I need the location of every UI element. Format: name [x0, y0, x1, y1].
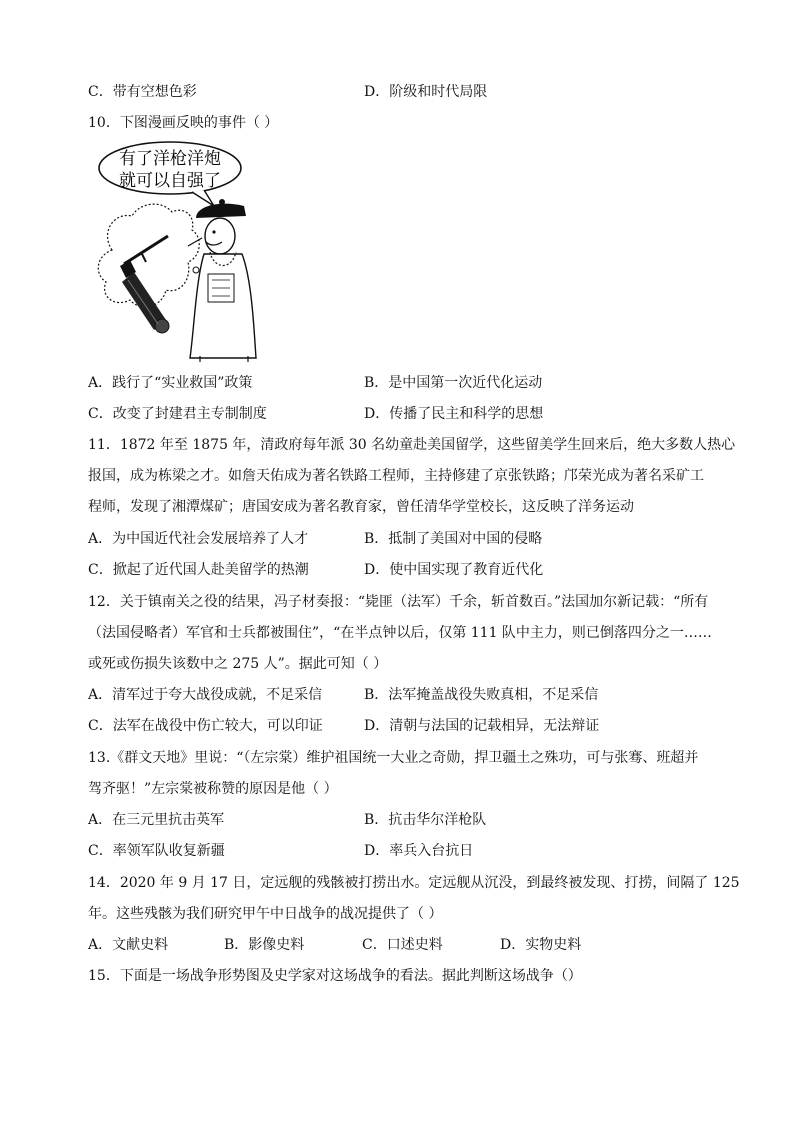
q12-stem-line-3: 或死或伤损失该数中之 275 人”。据此可知（ ） — [88, 656, 388, 672]
q15-stem: 15．下面是一场战争形势图及史学家对这场战争的看法。据此判断这场战争（） — [88, 968, 582, 984]
q12-option-a: A．清军过于夸大战役成就，不足采信 — [88, 687, 323, 703]
q10-stem: 10．下图漫画反映的事件（ ） — [88, 115, 279, 131]
q11-stem-line-2: 报国，成为栋梁之才。如詹天佑成为著名铁路工程师，主持修建了京张铁路；邝荣光成为著名采矿工 — [88, 468, 704, 484]
qing-official-figure — [188, 199, 256, 362]
q13-option-b: B．抗击华尔洋枪队 — [364, 812, 487, 828]
q11-option-c: C．掀起了近代国人赴美留学的热潮 — [88, 562, 309, 578]
q12-stem-line-2: （法国侵略者）军官和士兵都被围住”，“在半点钟以后，仅第 111 队中主力，则已倒落四分之一…… — [88, 625, 712, 641]
thought-cloud — [98, 204, 206, 307]
q11-option-a: A．为中国近代社会发展培养了人才 — [88, 531, 309, 547]
q11-option-d: D．使中国实现了教育近代化 — [364, 562, 544, 578]
q14-stem-line-1: 14．2020 年 9 月 17 日，定远舰的残骸被打捞出水。定远舰从沉没，到最终被发现、打捞，间隔了 125 — [88, 875, 740, 891]
speech-bubble — [99, 142, 241, 206]
bubble-line-1: 有了洋枪洋炮 — [119, 149, 221, 169]
q11-stem-line-3: 程师，发现了湘潭煤矿；唐国安成为著名教育家，曾任清华学堂校长，这反映了洋务运动 — [88, 499, 634, 515]
q10-option-b: B．是中国第一次近代化运动 — [364, 375, 543, 391]
q13-stem-line-1: 13.《群文天地》里说：“（左宗棠）维护祖国统一大业之奇勋，捍卫疆土之殊功，可与张骞、班超并 — [88, 750, 699, 766]
q14-option-b: B．影像史料 — [224, 937, 305, 953]
q13-option-d: D．率兵入台抗日 — [364, 843, 474, 859]
q13-option-a: A．在三元里抗击英军 — [88, 812, 225, 828]
q14-option-c: C．口述史料 — [362, 937, 443, 953]
q10-option-a: A．践行了“实业救国”政策 — [88, 375, 253, 391]
q12-stem-line-1: 12．关于镇南关之役的结果，冯子材奏报：“毙匪（法军）千余，斩首数百。”法国加尔新记载：“所有 — [88, 594, 709, 610]
q14-option-d: D．实物史料 — [500, 937, 582, 953]
bubble-line-2: 就可以自强了 — [119, 171, 221, 191]
q9-option-c: C．带有空想色彩 — [88, 84, 197, 100]
q10-option-c: C．改变了封建君主专制制度 — [88, 406, 267, 422]
q10-option-d: D．传播了民主和科学的思想 — [364, 406, 544, 422]
q11-option-b: B．抵制了美国对中国的侵略 — [364, 531, 543, 547]
q14-stem-line-2: 年。这些残骸为我们研究甲午中日战争的战况提供了（ ） — [88, 906, 443, 922]
cartoon-illustration — [92, 140, 278, 364]
q13-stem-line-2: 驾齐驱！”左宗棠被称赞的原因是他（ ） — [88, 781, 338, 797]
q14-option-a: A．文献史料 — [88, 937, 169, 953]
q12-option-d: D．清朝与法国的记载相异，无法辩证 — [364, 718, 600, 734]
q13-option-c: C．率领军队收复新疆 — [88, 843, 225, 859]
q9-option-d: D．阶级和时代局限 — [364, 84, 488, 100]
q11-stem-line-1: 11．1872 年至 1875 年，清政府每年派 30 名幼童赴美国留学，这些留美学生回来后，绝大多数人热心 — [88, 437, 736, 453]
q12-option-b: B．法军掩盖战役失败真相，不足采信 — [364, 687, 599, 703]
q12-option-c: C．法军在战役中伤亡较大，可以印证 — [88, 718, 323, 734]
